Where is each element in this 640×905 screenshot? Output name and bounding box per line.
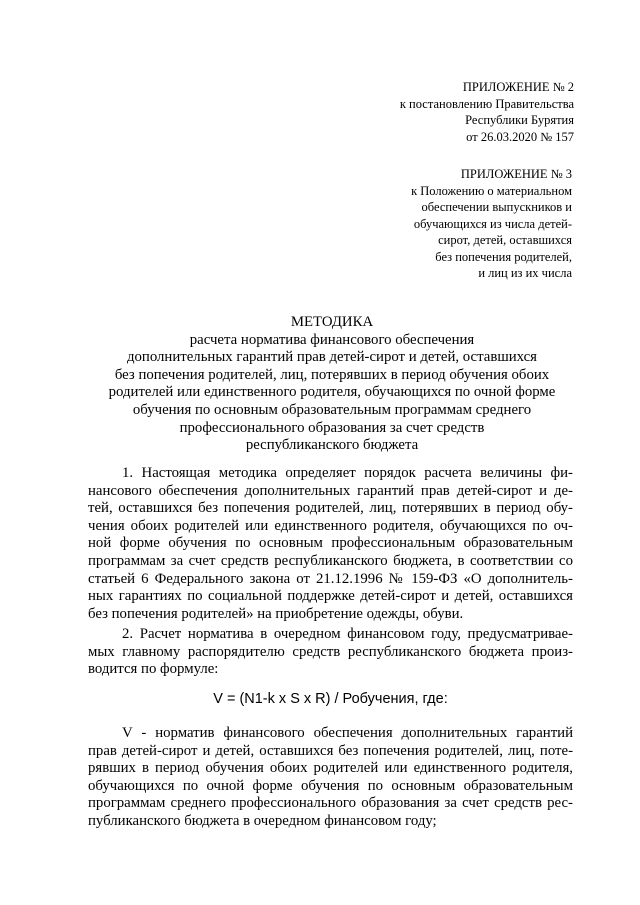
title-line: без попечения родителей, лиц, потерявших в период обучения обоих	[114, 366, 550, 383]
annex-3-line: и лиц из их числа	[478, 266, 572, 280]
paragraph-line: водится по формуле:	[88, 661, 219, 678]
title-heading: МЕТОДИКА	[290, 314, 374, 330]
annex-3-line: обучающихся из числа детей-	[413, 216, 572, 231]
paragraph-line: программам среднего профессионального образования за счет средств рес-	[88, 795, 573, 812]
annex-3-line: без попечения родителей,	[435, 249, 572, 264]
annex-3-line: сирот, детей, оставшихся	[438, 233, 572, 247]
paragraph-line: ных гарантиях по социальной поддержке детей-сирот и детей, оставшихся	[88, 588, 573, 605]
paragraph-2	[88, 626, 573, 679]
title-line: обучения по основным образовательным программам среднего	[132, 401, 532, 418]
annex-2-line: к постановлению Правительства	[399, 96, 574, 111]
paragraph-line: 2. Расчет норматива в очередном финансовом году, предусматривае-	[122, 626, 573, 642]
paragraph-line: чения обоих родителей или единственного родителя, обучающихся по оч-	[88, 517, 573, 534]
annex-2-header	[400, 79, 574, 145]
paragraph-line: тей, оставшихся без попечения родителей, лиц, потерявших в период обу-	[88, 500, 573, 517]
paragraph-line: рявших в период обучения обоих родителей или единственного родителя,	[88, 760, 573, 777]
annex-3-line: к Положению о материальном	[411, 183, 572, 198]
annex-2-line: Республики Бурятия	[465, 113, 574, 127]
title-line: расчета норматива финансового обеспечения	[189, 331, 475, 348]
paragraph-line: статьей 6 Федерального закона от 21.12.1996 № 159-ФЗ «О дополнитель-	[88, 570, 573, 587]
annex-3-header	[411, 166, 572, 282]
annex-3-line: ПРИЛОЖЕНИЕ № 3	[460, 167, 572, 181]
paragraph-line: прав детей-сирот и детей, оставшихся без попечения родителей, лиц, поте-	[88, 742, 573, 759]
paragraph-3	[88, 725, 573, 831]
annex-3-line: обеспечении выпускников и	[421, 200, 572, 214]
title-line: родителей или единственного родителя, обучающихся по очной форме	[108, 384, 556, 401]
paragraph-line: V - норматив финансового обеспечения дополнительных гарантий	[122, 725, 573, 741]
formula: V = (N1-k x S x R) / Робучения, где:	[213, 691, 448, 707]
paragraph-line: программам за счет средств республиканского бюджета, в соответствии со	[88, 552, 573, 569]
paragraph-line: нансового обеспечения дополнительных гарантий прав детей-сирот и де-	[88, 482, 573, 499]
title-line: республиканского бюджета	[245, 437, 419, 454]
title-line: дополнительных гарантий прав детей-сирот и детей, оставшихся	[127, 349, 537, 366]
paragraph-line: публиканского бюджета в очередном финансовом году;	[88, 812, 437, 829]
annex-2-line: от 26.03.2020 № 157	[466, 129, 574, 144]
paragraph-line: без попечения родителей» на приобретение одежды, обуви.	[88, 605, 464, 622]
paragraph-line: 1. Настоящая методика определяет порядок расчета величины фи-	[122, 465, 573, 481]
annex-2-line: ПРИЛОЖЕНИЕ № 2	[462, 80, 574, 94]
paragraph-line: ной форме обучения по основным профессиональным образовательным	[88, 535, 573, 552]
title-line: профессионального образования за счет средств	[179, 419, 485, 436]
document-title	[96, 314, 568, 455]
paragraph-line: мых главному распорядителю средств республиканского бюджета произ-	[88, 643, 573, 660]
paragraph-line: обучающихся по очной форме обучения по основным образовательным	[88, 777, 573, 794]
paragraph-1	[88, 465, 573, 623]
